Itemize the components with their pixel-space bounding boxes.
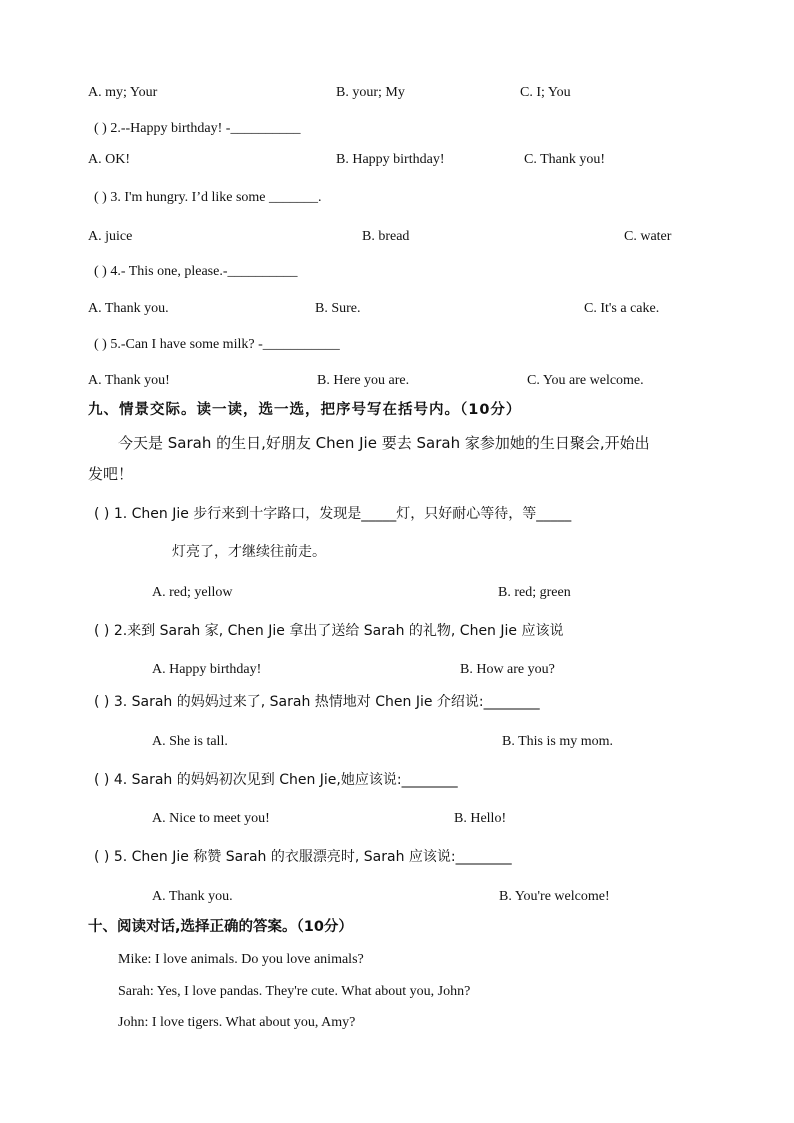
s8-q2-option-c: C. Thank you! <box>524 152 606 167</box>
s8-q5-option-a: A. Thank you! <box>88 373 170 388</box>
s8-q5-option-c: C. You are welcome. <box>527 373 644 388</box>
s9-q2-option-b: B. How are you? <box>460 662 555 677</box>
s9-q2-stem: ( ) 2.来到 Sarah 家, Chen Jie 拿出了送给 Sarah 的礼物, Chen Jie 应该说 <box>94 623 564 639</box>
dialogue-line: John: I love tigers. What about you, Amy? <box>118 1015 356 1030</box>
dialogue-line: Mike: I love animals. Do you love animals? <box>118 952 364 967</box>
section10-heading: 十、阅读对话,选择正确的答案。（10分） <box>88 919 353 935</box>
s9-q5-option-b: B. You're welcome! <box>499 889 610 904</box>
s9-q1-option-a: A. red; yellow <box>152 585 233 600</box>
s9-q3-stem: ( ) 3. Sarah 的妈妈过来了, Sarah 热情地对 Chen Jie 介绍说:________ <box>94 694 540 710</box>
s9-q4-stem: ( ) 4. Sarah 的妈妈初次见到 Chen Jie,她应该说:________ <box>94 772 458 788</box>
section9-heading: 九、情景交际。读一读，选一选，把序号写在括号内。（10分） <box>88 402 522 418</box>
s8-q3-option-c: C. water <box>624 229 672 244</box>
s8-q3-stem: ( ) 3. I'm hungry. I’d like some _______. <box>94 190 322 205</box>
s8-q5-stem: ( ) 5.-Can I have some milk? -___________ <box>94 337 340 352</box>
s9-q4-option-b: B. Hello! <box>454 811 507 826</box>
s8-q4-stem: ( ) 4.- This one, please.-__________ <box>94 264 298 279</box>
s8-q3-option-b: B. bread <box>362 229 410 244</box>
s8-q2-option-a: A. OK! <box>88 152 130 167</box>
s9-q3-option-a: A. She is tall. <box>152 734 228 749</box>
s9-q1-stem-line2: 灯亮了，才继续往前走。 <box>172 544 326 560</box>
s9-q5-option-a: A. Thank you. <box>152 889 233 904</box>
s8-q5-option-b: B. Here you are. <box>317 373 410 388</box>
s8-q3-option-a: A. juice <box>88 229 133 244</box>
s8-q4-option-b: B. Sure. <box>315 301 361 316</box>
dialogue-line: Sarah: Yes, I love pandas. They're cute. What about you, John? <box>118 984 471 999</box>
s9-q3-option-b: B. This is my mom. <box>502 734 613 749</box>
s8-q1-option-c: C. I; You <box>520 85 571 100</box>
s8-q4-option-a: A. Thank you. <box>88 301 169 316</box>
s8-q2-option-b: B. Happy birthday! <box>336 152 445 167</box>
s9-q1-stem-line1: ( ) 1. Chen Jie 步行来到十字路口，发现是_____灯，只好耐心等待，等_____ <box>94 506 572 522</box>
s9-q2-option-a: A. Happy birthday! <box>152 662 262 677</box>
s9-q4-option-a: A. Nice to meet you! <box>152 811 270 826</box>
s8-q2-stem: ( ) 2.--Happy birthday! -__________ <box>94 121 301 136</box>
s9-q1-option-b: B. red; green <box>498 585 571 600</box>
s8-q1-option-b: B. your; My <box>336 85 405 100</box>
s9-q5-stem: ( ) 5. Chen Jie 称赞 Sarah 的衣服漂亮时, Sarah 应该说:________ <box>94 849 512 865</box>
s8-q4-option-c: C. It's a cake. <box>584 301 660 316</box>
section9-intro-line1: 今天是 Sarah 的生日,好朋友 Chen Jie 要去 Sarah 家参加她的生日聚会,开始出 <box>118 434 650 452</box>
section9-intro-line2: 发吧！ <box>88 465 134 483</box>
s8-q1-option-a: A. my; Your <box>88 85 158 100</box>
